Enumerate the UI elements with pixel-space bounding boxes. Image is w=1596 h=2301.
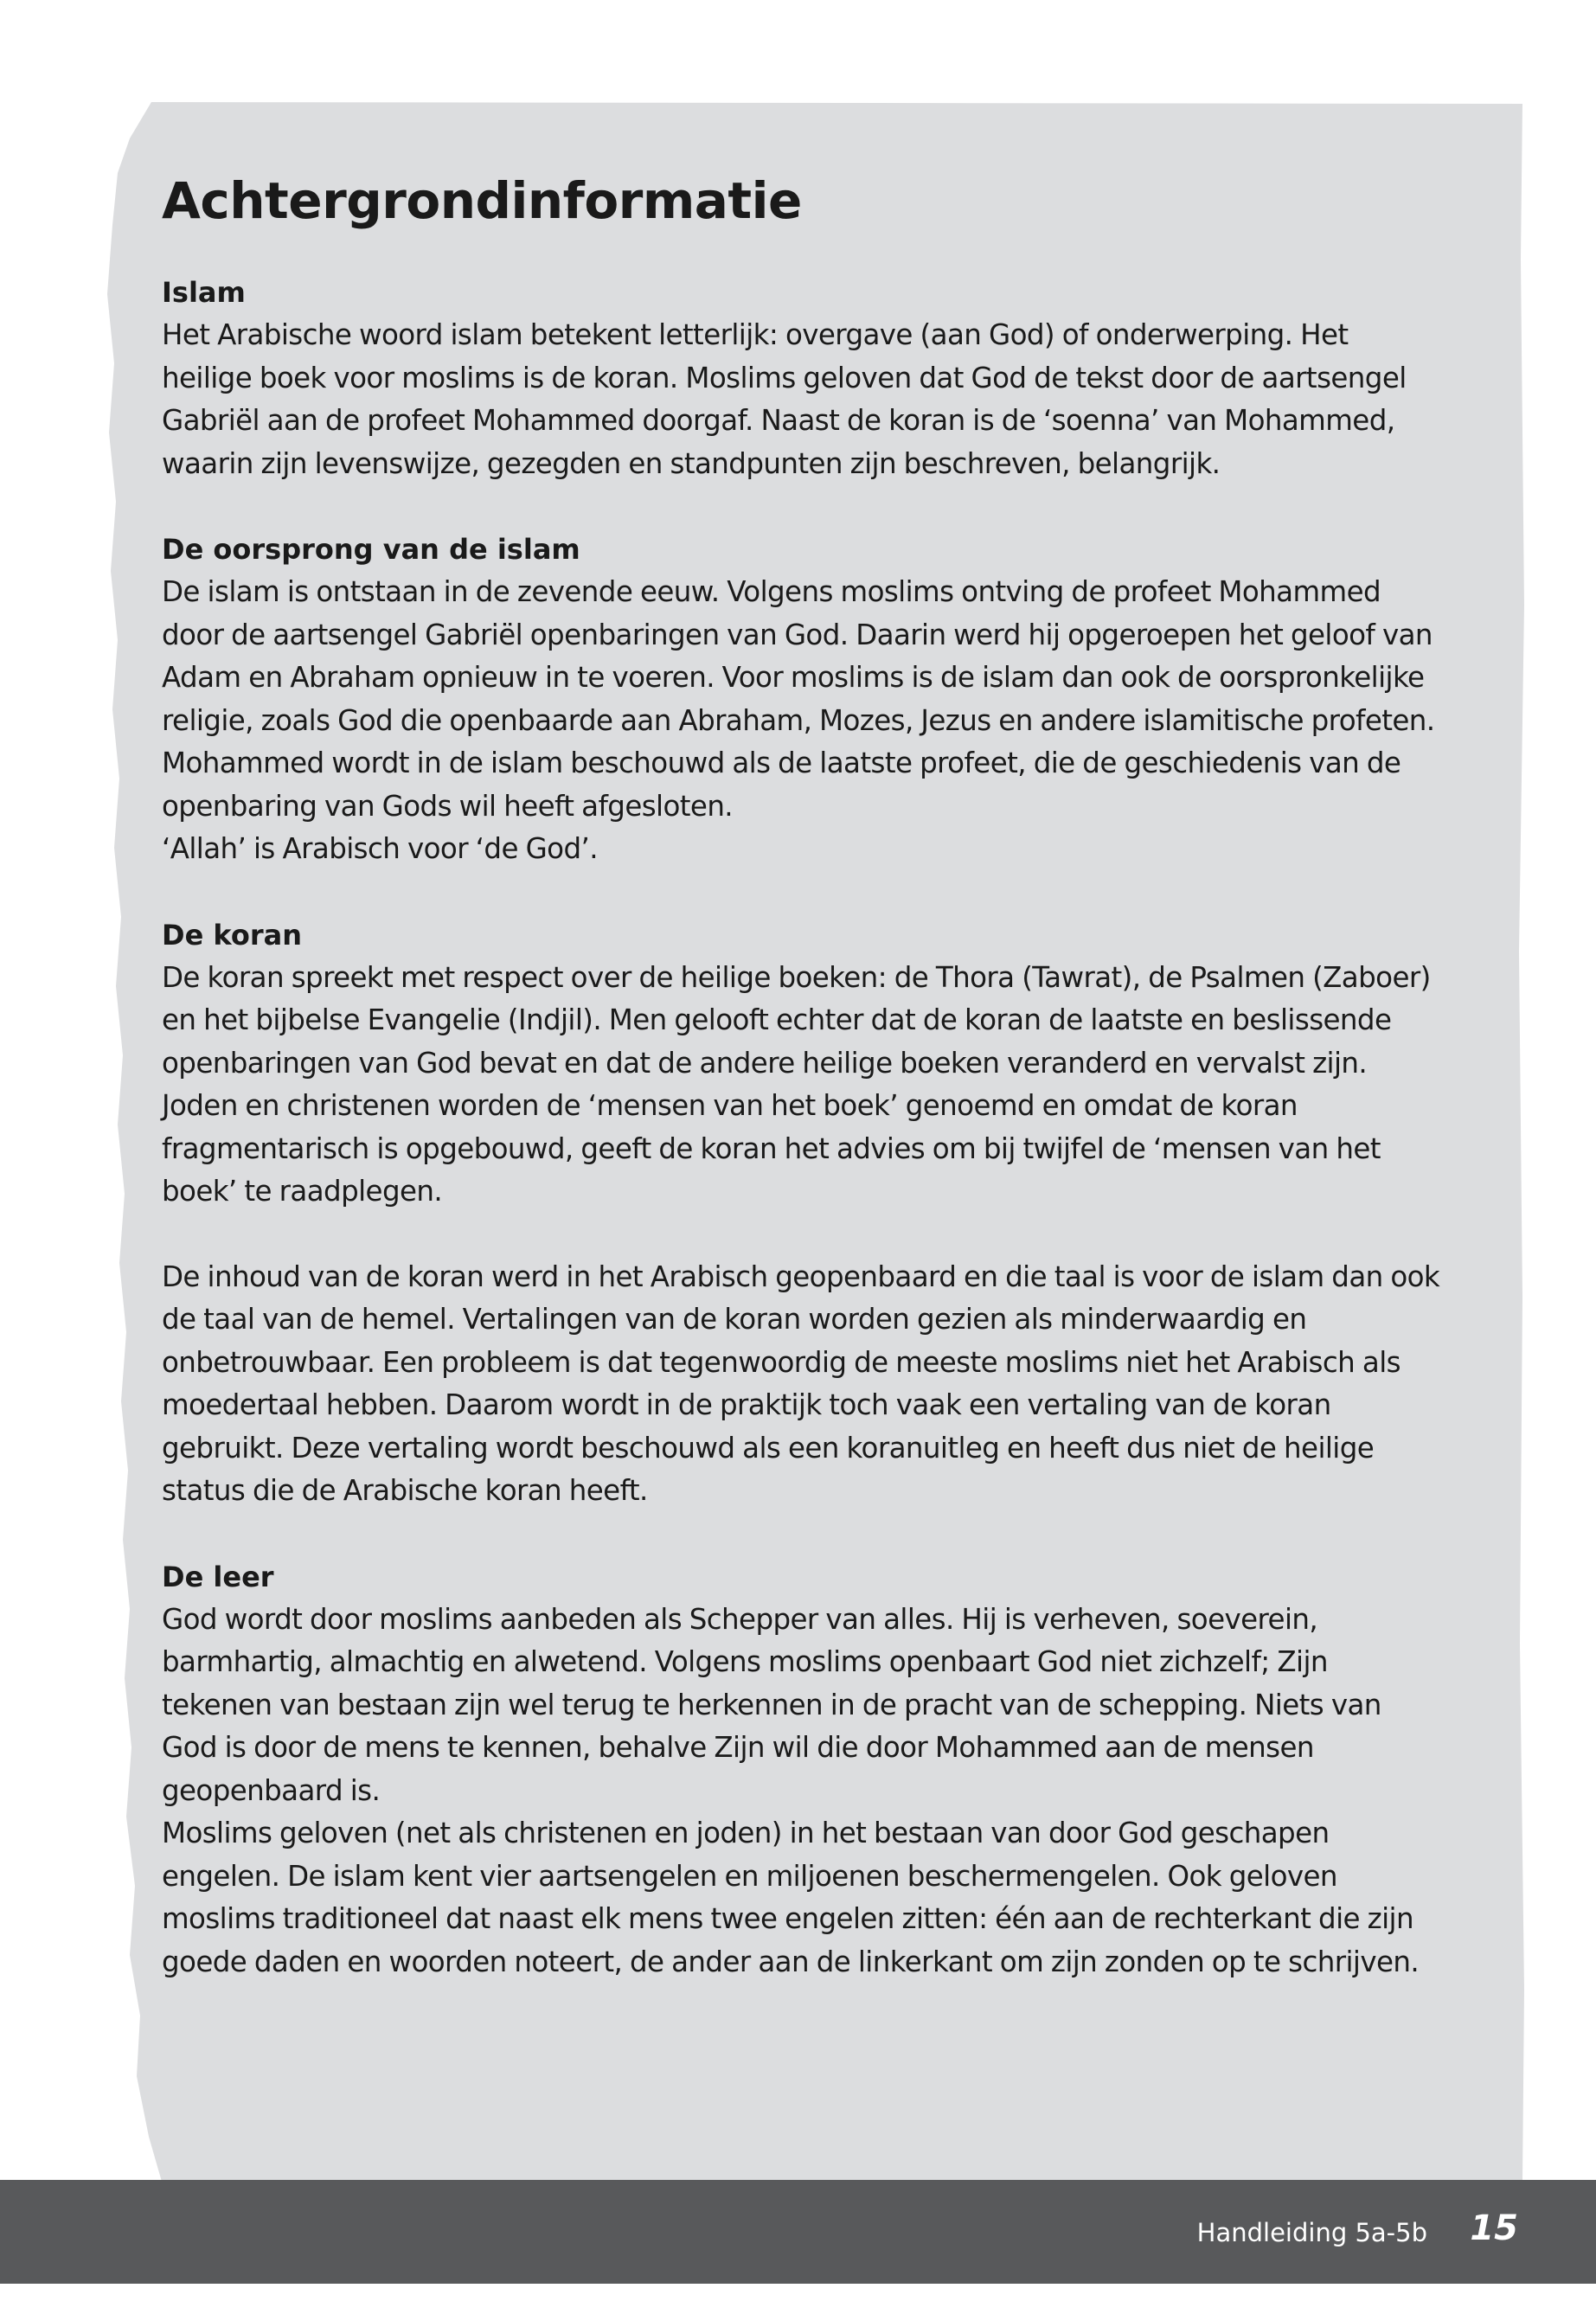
paragraph: Mohammed wordt in de islam beschouwd als de laatste profeet, die de geschiedenis van de openbaring van Gods wil heeft afgesloten.: [162, 747, 1401, 823]
section-islam: [162, 272, 1442, 485]
paragraph: De koran spreekt met respect over de heilige boeken: de Thora (Tawrat), de Psalmen (Zaboer) en het bijbelse Evangelie (Indjil). Men gelooft echter dat de koran de laatste en beslissende openbaringen van God bevat en dat de andere heilige boeken veranderd en vervalst zijn. Joden en christenen worden de ‘mensen van het boek’ genoemd en omdat de koran fragmentarisch is opgebouwd, geeft de koran het advies om bij twijfel de ‘mensen van het boek’ te raadplegen.: [162, 960, 1431, 1208]
section-heading: De koran: [162, 918, 302, 952]
section-koran: [162, 914, 1442, 1513]
paragraph: ‘Allah’ is Arabisch voor ‘de God’.: [162, 832, 598, 865]
footer-bar: [0, 2180, 1596, 2284]
section-heading: Islam: [162, 276, 246, 309]
paragraph: De islam is ontstaan in de zevende eeuw. Volgens moslims ontving de profeet Mohammed door de aartsengel Gabriël openbaringen van God. Daarin werd hij opgeroepen het geloof van Adam en Abraham opnieuw in te voeren. Voor moslims is de islam dan ook de oorspronkelijke religie, zoals God die openbaarde aan Abraham, Mozes, Jezus en andere islamitische profeten.: [162, 575, 1435, 737]
main-content: [162, 166, 1442, 2027]
paragraph: Moslims geloven (net als christenen en joden) in het bestaan van door God geschapen engelen. De islam kent vier aartsengelen en miljoenen beschermengelen. Ook geloven moslims traditioneel dat naast elk mens twee engelen zitten: één aan de rechterkant die zijn goede daden en woorden noteert, de ander aan de linkerkant om zijn zonden op te schrijven.: [162, 1817, 1420, 1978]
section-heading: De oorsprong van de islam: [162, 533, 580, 566]
section-leer: [162, 1556, 1442, 1984]
section-heading: De leer: [162, 1560, 274, 1593]
section-oorsprong: [162, 529, 1442, 871]
paragraph: De inhoud van de koran werd in het Arabisch geopenbaard en die taal is voor de islam dan ook de taal van de hemel. Vertalingen van de koran worden gezien als minderwaardig en onbetrouwbaar. Een probleem is dat tegenwoordig de meeste moslims niet het Arabisch als moedertaal hebben. Daarom wordt in de praktijk toch vaak een vertaling van de koran gebruikt. Deze vertaling wordt beschouwd als een koranuitleg en heeft dus niet de heilige status die de Arabische koran heeft.: [162, 1259, 1440, 1507]
page-number: 15: [1470, 2208, 1518, 2248]
page-title: Achtergrondinformatie: [162, 171, 802, 230]
footer-label: Handleiding 5a-5b: [1196, 2218, 1427, 2247]
paragraph: Het Arabische woord islam betekent letterlijk: overgave (aan God) of onderwerping. Het heilige boek voor moslims is de koran. Moslims geloven dat God de tekst door de aartsengel Gabriël aan de profeet Mohammed doorgaf. Naast de koran is de ‘soenna’ van Mohammed, waarin zijn levenswijze, gezegden en standpunten zijn beschreven, belangrijk.: [162, 318, 1407, 480]
paragraph: God wordt door moslims aanbeden als Schepper van alles. Hij is verheven, soeverein, barmhartig, almachtig en alwetend. Volgens moslims openbaart God niet zichzelf; Zijn tekenen van bestaan zijn wel terug te herkennen in de pracht van de schepping. Niets van God is door de mens te kennen, behalve Zijn wil die door Mohammed aan de mensen geopenbaard is.: [162, 1602, 1381, 1807]
